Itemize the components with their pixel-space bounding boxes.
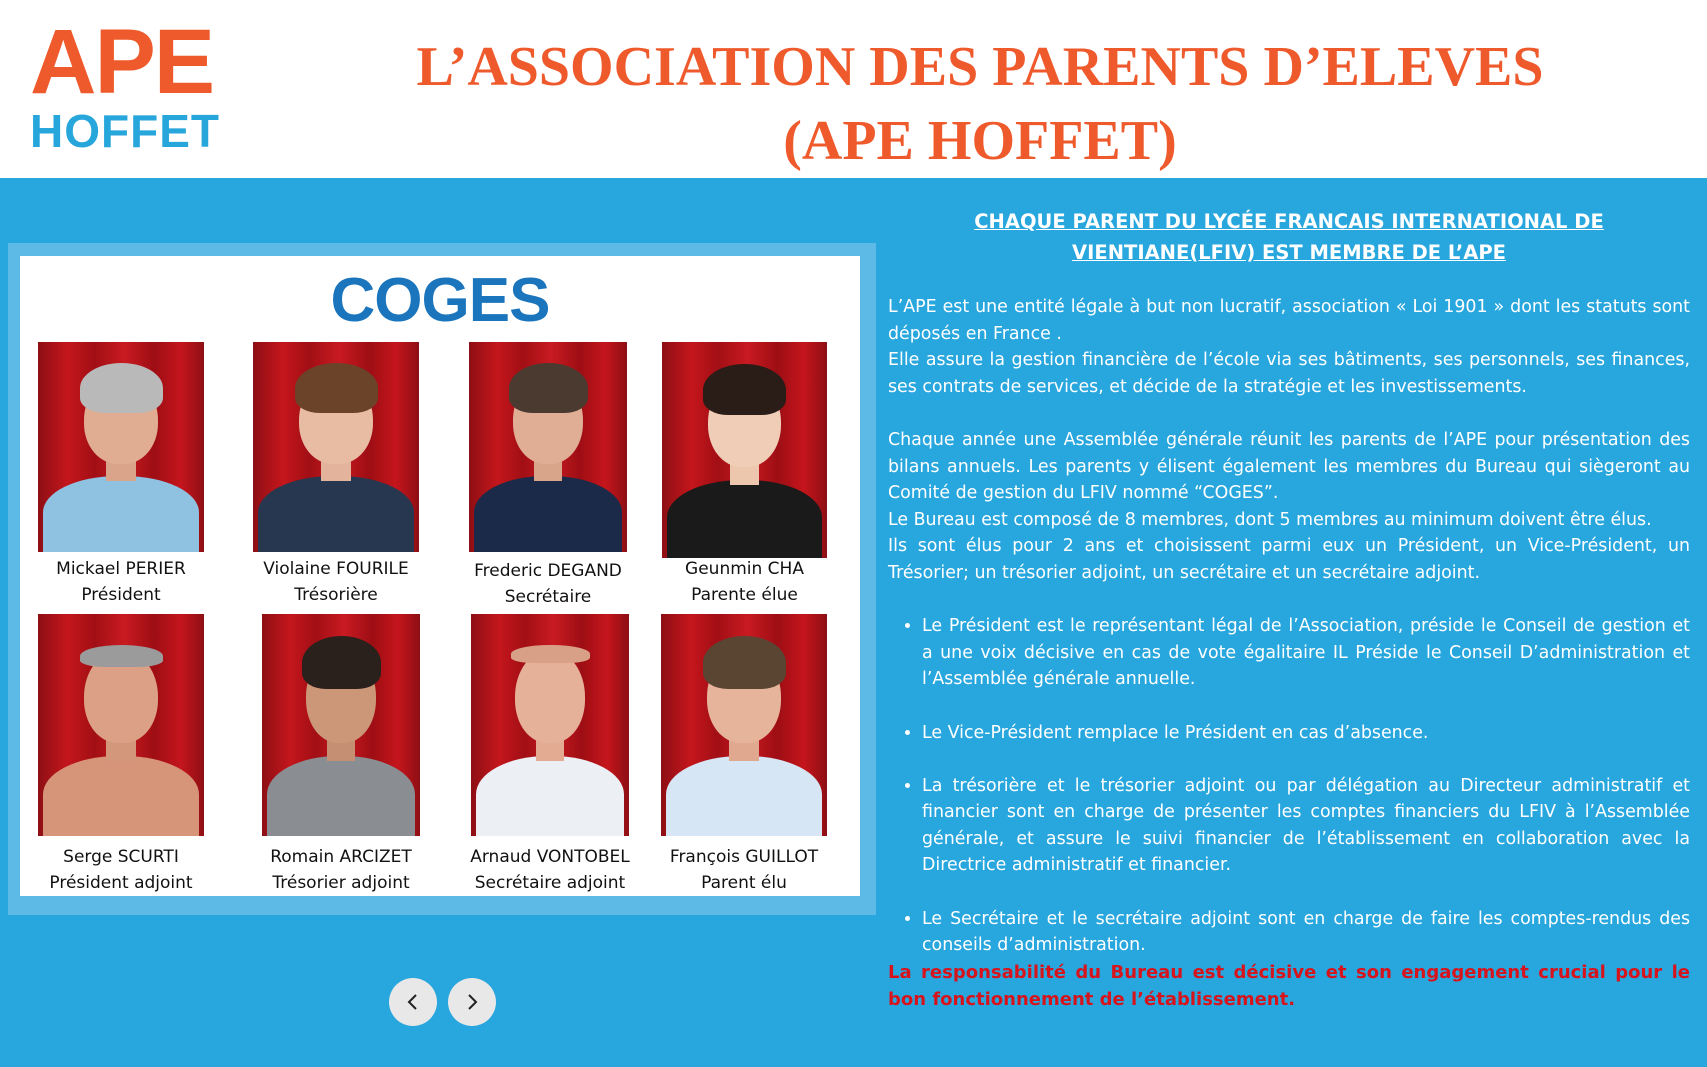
role-list-item: • La trésorière et le trésorier adjoint ou par délégation au Directeur administratif et financier sont en charge de présenter les comptes financiers du LFIV à l’Assemblée générale, et assure le suivi financier de l’établissement en collaboration avec la Directrice administratif et financier. bbox=[922, 773, 1690, 879]
member-name: Serge SCURTI bbox=[63, 847, 179, 867]
member-name: Frederic DEGAND bbox=[474, 561, 622, 581]
member-role: Parent élu bbox=[701, 873, 787, 893]
member-role: Secrétaire adjoint bbox=[474, 873, 626, 893]
member-card bbox=[470, 614, 630, 893]
member-photo bbox=[38, 342, 204, 552]
member-role: Trésorière bbox=[294, 585, 378, 605]
member-name: Romain ARCIZET bbox=[270, 847, 412, 867]
member-card bbox=[38, 614, 204, 893]
member-photo bbox=[38, 614, 204, 836]
info-paragraph: Elle assure la gestion financière de l’école via ses bâtiments, ses personnels, ses finances, ses contrats de services, et décide de la stratégie et les investissements. bbox=[888, 350, 1690, 397]
role-list-item: • Le Secrétaire et le secrétaire adjoint sont en charge de faire les comptes-rendus des conseils d’administration. bbox=[922, 906, 1690, 959]
roles-list bbox=[888, 613, 1690, 959]
info-paragraph: Ils sont élus pour 2 ans et choisissent parmi eux un Président, un Vice-Président, un Trésorier; un trésorier adjoint, un secrétaire et un secrétaire adjoint. bbox=[888, 536, 1690, 583]
member-role: Trésorier adjoint bbox=[272, 873, 410, 893]
chevron-left-icon bbox=[403, 992, 423, 1012]
member-photo bbox=[262, 614, 420, 836]
member-role: Président adjoint bbox=[49, 873, 193, 893]
page-title-line-2: (APE HOFFET) bbox=[783, 110, 1177, 172]
member-card bbox=[262, 614, 420, 893]
member-role: Parente élue bbox=[691, 585, 798, 605]
member-name: François GUILLOT bbox=[669, 847, 819, 867]
member-photo bbox=[469, 342, 627, 552]
ape-hoffet-logo[interactable] bbox=[30, 11, 240, 157]
member-card bbox=[253, 342, 419, 605]
closing-statement: La responsabilité du Bureau est décisive et son engagement crucial pour le bon fonctionnement de l’établissement. bbox=[888, 961, 1690, 1010]
member-photo bbox=[253, 342, 419, 552]
logo-hoffet-text: HOFFET bbox=[30, 105, 220, 157]
role-list-item: • Le Vice-Président remplace le Président en cas d’absence. bbox=[922, 720, 1690, 747]
coges-slide-title: COGES bbox=[330, 266, 550, 335]
member-photo bbox=[662, 342, 827, 558]
member-card bbox=[662, 342, 827, 605]
carousel-slide bbox=[20, 256, 860, 896]
page-header bbox=[0, 0, 1707, 178]
chevron-right-icon bbox=[462, 992, 482, 1012]
content-section bbox=[0, 178, 1707, 1067]
member-card bbox=[469, 342, 627, 607]
role-list-item: • Le Président est le représentant légal de l’Association, préside le Conseil de gestion et a une voix décisive en cas de vote égalitaire IL Préside le Conseil D’administration et l’Assemblée générale annuelle. bbox=[922, 613, 1690, 693]
member-name: Violaine FOURILE bbox=[263, 559, 409, 579]
info-paragraph: Chaque année une Assemblée générale réunit les parents de l’APE pour présentation des bilans annuels. Les parents y élisent également les membres du Bureau qui siègeront au Comité de gestion du LFIV nommé “COGES”. bbox=[888, 429, 1690, 504]
member-role: Secrétaire bbox=[504, 587, 592, 607]
member-name: Geunmin CHA bbox=[685, 559, 804, 579]
member-name: Arnaud VONTOBEL bbox=[470, 847, 630, 867]
member-photo bbox=[661, 614, 827, 836]
info-paragraph: L’APE est une entité légale à but non lucratif, association « Loi 1901 » dont les statuts sont déposés en France . bbox=[888, 297, 1690, 344]
ape-info-panel bbox=[888, 206, 1690, 1013]
info-heading: CHAQUE PARENT DU LYCÉE FRANCAIS INTERNATIONAL DE VIENTIANE(LFIV) EST MEMBRE DE L’APE bbox=[974, 210, 1604, 264]
member-name: Mickael PERIER bbox=[56, 559, 186, 579]
member-card bbox=[661, 614, 827, 893]
coges-carousel bbox=[8, 243, 876, 915]
carousel-prev-button[interactable] bbox=[389, 978, 437, 1026]
info-paragraph: Le Bureau est composé de 8 membres, dont 5 membres au minimum doivent être élus. bbox=[888, 509, 1652, 530]
logo-ape-text: APE bbox=[30, 11, 214, 113]
member-photo bbox=[471, 614, 629, 836]
member-role: Président bbox=[81, 585, 161, 605]
member-card bbox=[38, 342, 204, 605]
page-title bbox=[390, 30, 1570, 178]
carousel-next-button[interactable] bbox=[448, 978, 496, 1026]
page-title-line-1: L’ASSOCIATION DES PARENTS D’ELEVES bbox=[416, 36, 1544, 98]
